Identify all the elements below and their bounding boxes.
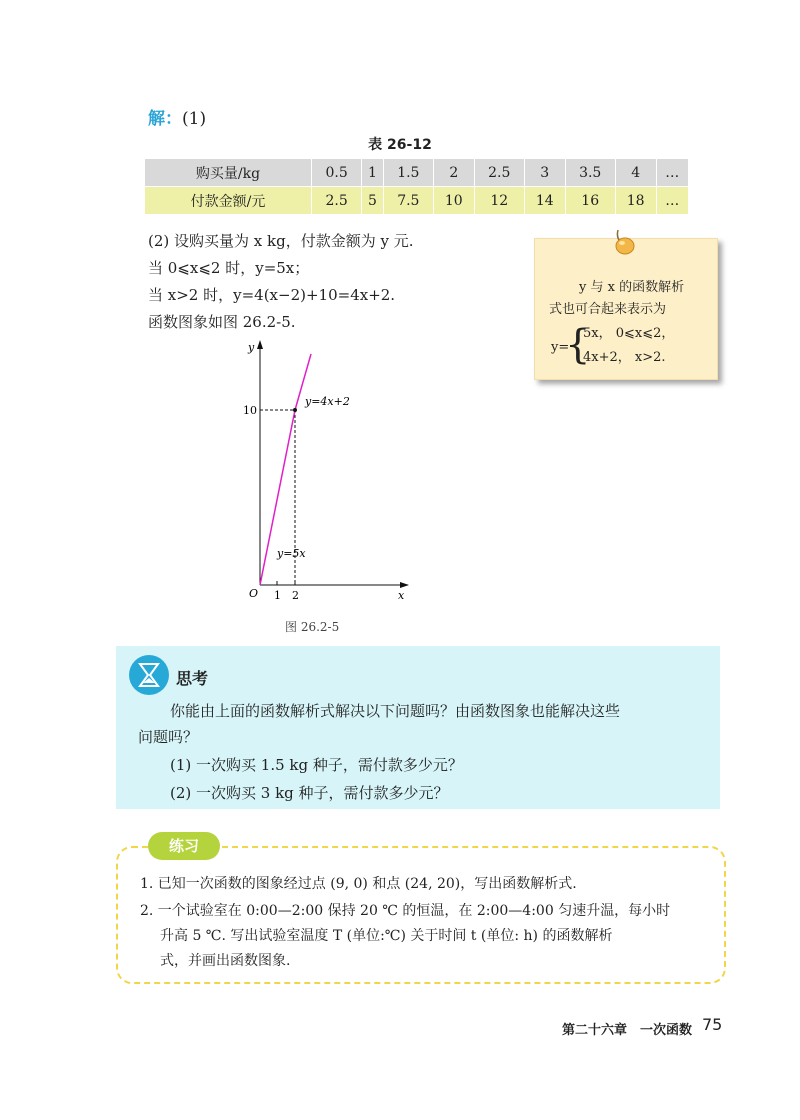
think-title: 思考 (176, 669, 209, 688)
think-question-2: (2) 一次购买 3 kg 种子，需付款多少元？ (170, 784, 449, 802)
table-cell: 7.5 (383, 187, 433, 215)
think-line-1: 你能由上面的函数解析式解决以下问题吗？由函数图象也能解决这些 (170, 702, 621, 720)
table-cell: 4 (615, 159, 656, 187)
table-cell: 2 (433, 159, 474, 187)
label-upper-line: y=4x+2 (305, 395, 350, 408)
piecewise-case-2: 4x+2， x>2. (583, 350, 666, 365)
x-tick-label-1: 1 (274, 589, 281, 602)
label-lower-line: y=5x (277, 547, 306, 560)
table-cell: 16 (565, 187, 615, 215)
side-note (534, 238, 718, 380)
y-axis-label: y (248, 341, 255, 354)
x-tick-label-2: 2 (292, 589, 299, 602)
practice-item-1: 1. 已知一次函数的图象经过点 (9, 0) 和点 (24, 20)，写出函数解析式. (140, 876, 577, 892)
footer-chapter: 第二十六章 一次函数 (562, 1023, 693, 1038)
table-cell: 0.5 (312, 159, 362, 187)
table-cell: 3.5 (565, 159, 615, 187)
y-axis-arrow (257, 340, 263, 349)
note-text (549, 277, 709, 371)
table-cell: … (656, 187, 688, 215)
table-cell: 14 (524, 187, 565, 215)
function-graph (225, 335, 420, 635)
part2-line-4: 函数图象如图 26.2-5. (148, 313, 296, 331)
practice-item-2-cont-2: 式，并画出函数图象. (160, 953, 291, 969)
table-cell: 1 (362, 159, 383, 187)
hourglass-icon (128, 654, 170, 696)
table-cell: 5 (362, 187, 383, 215)
piecewise-formula (549, 323, 709, 371)
table-cell: 2.5 (474, 159, 524, 187)
x-axis-arrow (400, 582, 409, 588)
solution-heading (148, 104, 206, 129)
practice-item-2: 2. 一个试验室在 0:00—2:00 保持 20 ℃ 的恒温，在 2:00—4:00 匀速升温，每小时 (140, 903, 671, 919)
solution-label: 解： (148, 109, 182, 129)
table-row-quantity (145, 159, 689, 187)
table-row-payment (145, 187, 689, 215)
piecewise-case-1: 5x， 0⩽x⩽2， (583, 326, 675, 341)
price-table (144, 158, 689, 215)
think-question-1: (1) 一次购买 1.5 kg 种子，需付款多少元？ (170, 756, 463, 774)
table-cell: 10 (433, 187, 474, 215)
table-caption: 表 26-12 (368, 137, 432, 153)
note-line-2: 式也可合起来表示为 (549, 302, 667, 317)
brace-icon: { (565, 322, 591, 368)
part2-line-2: 当 0⩽x⩽2 时，y=5x； (148, 259, 310, 277)
table-cell: … (656, 159, 688, 187)
think-line-2: 问题吗？ (138, 728, 199, 746)
practice-badge: 练习 (148, 832, 220, 860)
table-cell: 18 (615, 187, 656, 215)
page-number: 75 (702, 1015, 723, 1034)
table-cell: 12 (474, 187, 524, 215)
solution-part-1: (1) (182, 109, 207, 129)
table-cell: 3 (524, 159, 565, 187)
think-box (116, 646, 720, 809)
row-header-payment: 付款金额/元 (145, 187, 312, 215)
piecewise-y: y= (551, 340, 570, 355)
table-cell: 2.5 (312, 187, 362, 215)
pushpin-icon (612, 228, 638, 258)
part2-line-1: (2) 设购买量为 x kg，付款金额为 y 元. (148, 232, 414, 250)
row-header-quantity: 购买量/kg (145, 159, 312, 187)
origin-label: O (249, 587, 259, 600)
figure-caption: 图 26.2-5 (285, 620, 340, 634)
junction-point (293, 408, 297, 412)
practice-item-2-cont-1: 升高 5 ℃. 写出试验室温度 T (单位:℃) 关于时间 t (单位: h) 的函数解析 (160, 928, 613, 944)
table-cell: 1.5 (383, 159, 433, 187)
y-tick-label-10: 10 (243, 404, 257, 417)
note-line-1: y 与 x 的函数解析 (579, 280, 685, 295)
part2-line-3: 当 x>2 时，y=4(x−2)+10=4x+2. (148, 286, 396, 304)
x-axis-label: x (398, 589, 405, 602)
